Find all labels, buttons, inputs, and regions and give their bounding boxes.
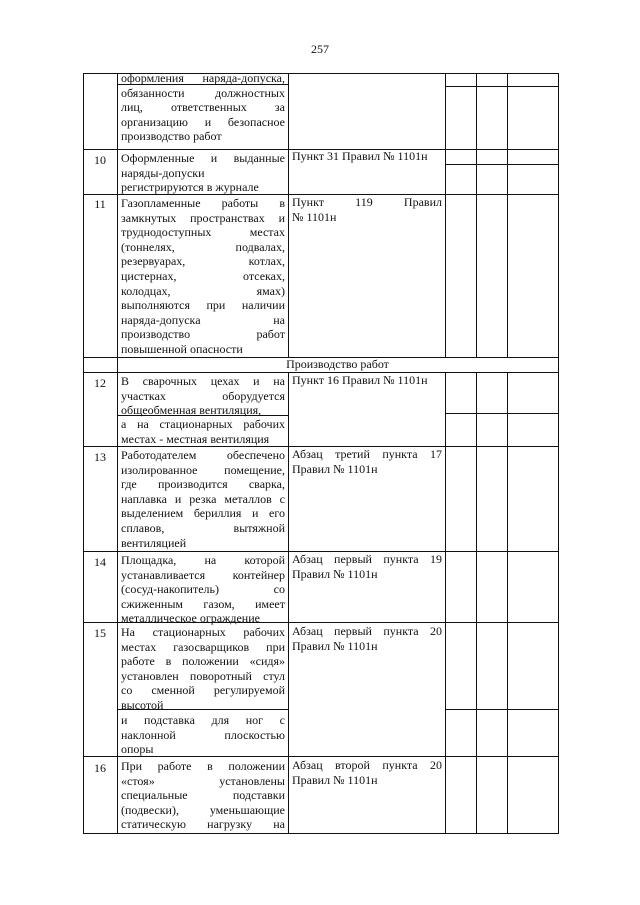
reference-text: Пункт 119 Правил № 1101н — [292, 195, 442, 224]
requirement-text: Газопламенные работы в замкнутых пространствах и труднодоступных местах (тоннелях, подвалах, резервуарах, котлах, цистернах, отсеках, колодцах, ямах) выполняются при наличии наряда-допуска на производство работ повышенной опасности — [121, 196, 285, 356]
row-number: 14 — [94, 555, 106, 569]
row-number: 10 — [94, 153, 106, 167]
column-divider — [445, 372, 446, 834]
column-divider — [288, 73, 289, 357]
requirement-text: оформления наряда-допуска, обязанности должностных лиц, ответственных за организацию и безопасное производство работ — [121, 71, 285, 144]
column-divider — [507, 372, 508, 834]
reference-text: Пункт 16 Правил № 1101н — [292, 373, 428, 387]
row-number: 12 — [94, 376, 106, 390]
requirement-text: При работе в положении «стоя» установлены специальные подставки (подвески), уменьшающие статическую нагрузку на — [121, 759, 285, 832]
row-number: 15 — [94, 626, 106, 640]
reference-text: Абзац третий пункта 17 Правил № 1101н — [292, 447, 442, 476]
requirement-text: В сварочных цехах и на участках оборудуется общеобменная вентиляция, — [121, 374, 285, 418]
column-divider — [288, 372, 289, 834]
requirement-text-continued: а на стационарных рабочих местах - местная вентиляция — [121, 417, 285, 446]
row-number: 11 — [94, 197, 106, 211]
column-divider — [507, 73, 508, 357]
page-number: 257 — [311, 42, 329, 56]
section-title: Производство работ — [286, 357, 389, 371]
table-border-right — [558, 73, 559, 834]
checklist-table — [83, 73, 559, 834]
requirement-text-continued: и подставка для ног с наклонной плоскостью опоры — [121, 713, 285, 757]
requirement-text: Площадка, на которой устанавливается контейнер (сосуд-накопитель) со сжиженным газом, имеет металлическое ограждение — [121, 553, 285, 626]
column-divider — [117, 73, 118, 834]
row-border — [83, 833, 559, 834]
cell-border — [445, 413, 559, 414]
column-divider — [476, 73, 477, 357]
column-divider — [476, 372, 477, 834]
row-number: 13 — [94, 450, 106, 464]
cell-border — [445, 709, 559, 710]
reference-text: Абзац первый пункта 19 Правил № 1101н — [292, 552, 442, 581]
reference-text: Абзац второй пункта 20 Правил № 1101н — [292, 758, 442, 787]
requirement-text: На стационарных рабочих местах газосварщиков при работе в положении «сидя» установлен поворотный стул со сменной регулируемой высотой — [121, 625, 285, 712]
cell-border — [445, 164, 559, 165]
reference-text: Пункт 31 Правил № 1101н — [292, 149, 428, 163]
requirement-text: Оформленные и выданные наряды-допуски регистрируются в журнале — [121, 151, 285, 195]
cell-border — [445, 86, 559, 87]
column-divider — [445, 73, 446, 357]
row-number: 16 — [94, 761, 106, 775]
requirement-text: Работодателем обеспечено изолированное помещение, где производится сварка, наплавка и резка металлов с выделением бериллия и его сплавов, вытяжной вентиляцией — [121, 448, 285, 550]
reference-text: Абзац первый пункта 20 Правил № 1101н — [292, 624, 442, 653]
